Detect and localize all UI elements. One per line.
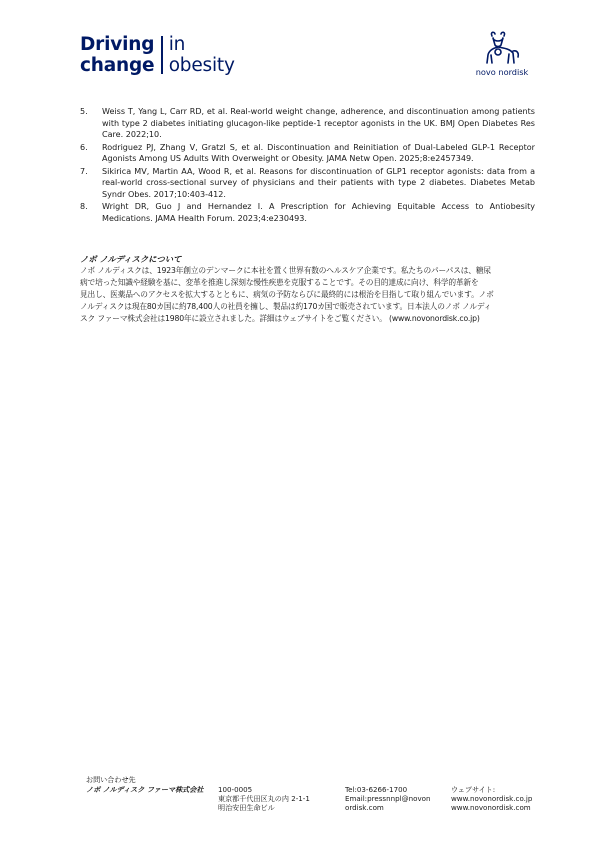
- company-name: ノボ ノルディスク ファーマ株式会社: [86, 784, 204, 794]
- address-line: 明治安田生命ビル: [218, 803, 275, 813]
- apis-bull-icon: [480, 30, 524, 66]
- about-line: ノルディスクは現在80カ国に約78,400人の社員を擁し、製品は約170カ国で販売されています。日本法人のノボ ノルディ: [80, 301, 492, 311]
- reference-item: [80, 166, 535, 201]
- about-line: 見出し、医薬品へのアクセスを拡大するとともに、病気の予防ならびに最終的には根治を目指して取り組んでいます。ノボ: [80, 289, 494, 299]
- address-line: 100-0005: [218, 785, 253, 794]
- about-line: ノボ ノルディスクは、1923年創立のデンマークに本社を置く世界有数のヘルスケア企業です。私たちのパーパスは、糖尿: [80, 266, 491, 275]
- website-label: ウェブサイト:: [451, 785, 496, 794]
- reference-text: Wright DR, Guo J and Hernandez I. A Prescription for Achieving Equitable Access to Antiobesity Medications. JAMA Health Forum. 2023;4:e230493.: [102, 202, 535, 223]
- novo-nordisk-logo: [466, 30, 538, 80]
- wordmark-change: change: [80, 55, 155, 76]
- website-block: [451, 785, 532, 813]
- about-body: [80, 265, 535, 325]
- reference-item: [80, 106, 535, 141]
- about-heading: ノボ ノルディスクについて: [80, 254, 182, 264]
- wordmark-in: in: [168, 34, 186, 55]
- reference-number: 8.: [80, 202, 88, 212]
- wordmark-driving: Driving: [80, 34, 155, 55]
- reference-text: Weiss T, Yang L, Carr RD, et al. Real-world weight change, adherence, and discontinuation among patients with type 2 diabetes initiating glucagon-like peptide-1 receptor agonists in the UK. BMJ Open Diabetes Res Care. 2022;10.: [102, 107, 535, 140]
- reference-number: 5.: [80, 107, 88, 116]
- logo-wordmark: novo nordisk: [475, 67, 529, 77]
- contact-label: お問い合わせ先: [86, 775, 136, 784]
- about-line: スク ファーマ株式会社は1980年に設立されました。詳細はウェブサイトをご覧ください。 (www.novonordisk.co.jp): [80, 313, 480, 323]
- reference-text: Sikirica MV, Martin AA, Wood R, et al. Reasons for discontinuation of GLP1 receptor agonists: data from a real-world cross-sectional survey of physicians and their patients with type 2 diabetes. Diabetes Metab Syndr Obes. 2017;10:403-412.: [102, 166, 535, 199]
- contact-block: [345, 785, 431, 813]
- website-link-global[interactable]: www.novonordisk.com: [451, 803, 531, 813]
- reference-number: 7.: [80, 166, 88, 176]
- wordmark-left: [80, 34, 154, 76]
- wordmark-divider: [161, 36, 162, 74]
- email-address-continued[interactable]: ordisk.com: [345, 803, 384, 813]
- phone-number: Tel:03-6266-1700: [345, 785, 408, 794]
- reference-item: [80, 142, 535, 165]
- reference-item: [80, 201, 535, 224]
- reference-text: Rodriguez PJ, Zhang V, Gratzl S, et al. Discontinuation and Reinitiation of Dual-Labeled GLP-1 Receptor Agonists Among US Adults With Overweight or Obesity. JAMA Netw Open. 2025;8:e2457349.: [102, 142, 535, 164]
- email-address[interactable]: Email:pressnnpl@novon: [345, 794, 431, 804]
- address-block: [218, 785, 310, 813]
- about-section: [80, 253, 535, 325]
- reference-number: 6.: [80, 142, 88, 152]
- reference-list: [80, 106, 535, 225]
- wordmark-obesity: obesity: [168, 55, 235, 76]
- wordmark-right: [169, 34, 235, 76]
- campaign-wordmark: [80, 34, 235, 76]
- website-link-jp[interactable]: www.novonordisk.co.jp: [451, 794, 533, 804]
- address-line: 東京都千代田区丸の内 2-1-1: [218, 794, 310, 804]
- about-line: 病で培った知識や経験を基に、変革を推進し深刻な慢性疾患を克服することです。その目的達成に向け、科学的革新を: [80, 277, 479, 287]
